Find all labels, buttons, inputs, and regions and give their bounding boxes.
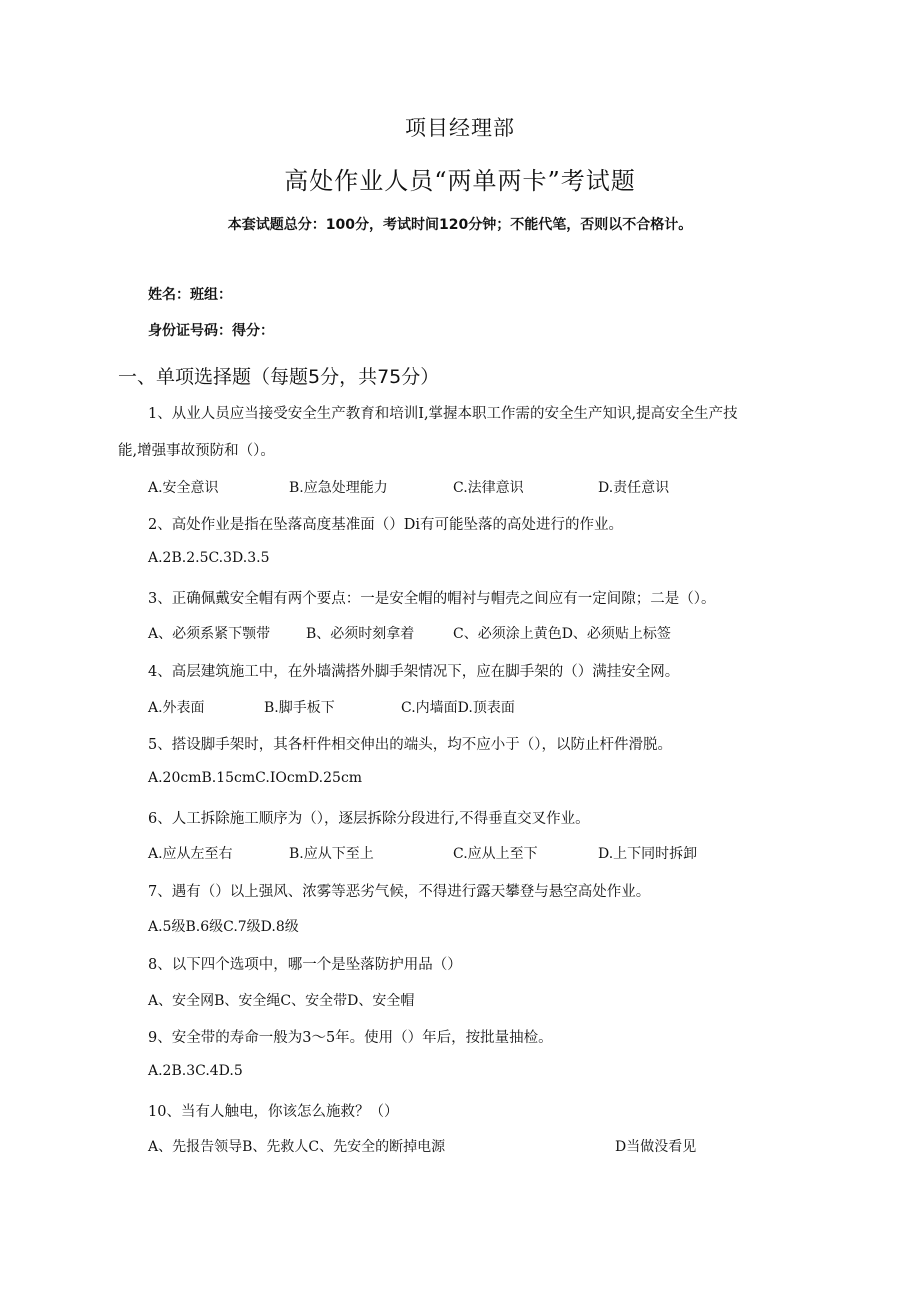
org-title: 项目经理部 bbox=[405, 116, 515, 140]
question-9-stem: 9、安全带的寿命一般为3～5年。使用（）年后，按批量抽检。 bbox=[148, 1030, 553, 1046]
question-6-stem: 6、人工拆除施工顺序为（），逐层拆除分段进行,不得垂直交叉作业。 bbox=[148, 811, 590, 827]
question-6-option-a: A.应从左至右 bbox=[148, 846, 233, 862]
question-1-option-a: A.安全意识 bbox=[148, 480, 219, 496]
question-5-options: A.20cmB.15cmC.IOcmD.25cm bbox=[148, 770, 363, 786]
question-3-stem: 3、正确佩戴安全帽有两个要点：一是安全帽的帽衬与帽壳之间应有一定间隙；二是（）。 bbox=[148, 591, 716, 607]
question-5-stem: 5、搭设脚手架时，其各杆件相交伸出的端头，均不应小于（），以防止杆件滑脱。 bbox=[148, 737, 672, 753]
question-1-stem: 1、从业人员应当接受安全生产教育和培训I,掌握本职工作需的安全生产知识,提高安全生产技 bbox=[148, 406, 738, 422]
question-4-option-b: B.脚手板下 bbox=[264, 700, 335, 716]
question-2-options: A.2B.2.5C.3D.3.5 bbox=[148, 550, 270, 566]
question-4-option-a: A.外表面 bbox=[148, 700, 205, 716]
question-1-option-d: D.责任意识 bbox=[598, 480, 670, 496]
question-3-option-a: A、必须系紧下颚带 bbox=[148, 626, 271, 642]
question-10-option-abc: A、先报告领导B、先救人C、先安全的断掉电源 bbox=[148, 1139, 446, 1155]
exam-instructions: 本套试题总分：100分，考试时间120分钟；不能代笔，否则以不合格计。 bbox=[227, 217, 693, 233]
question-10-option-d: D当做没看见 bbox=[615, 1139, 697, 1155]
question-7-stem: 7、遇有（）以上强风、浓雾等恶劣气候，不得进行露天攀登与悬空高处作业。 bbox=[148, 884, 651, 900]
question-1-option-b: B.应急处理能力 bbox=[289, 480, 388, 496]
exam-title: 高处作业人员“两单两卡”考试题 bbox=[284, 167, 636, 195]
id-score-field: 身份证号码：得分： bbox=[148, 323, 274, 339]
name-team-field: 姓名：班组： bbox=[148, 287, 232, 303]
question-8-stem: 8、以下四个选项中，哪一个是坠落防护用品（） bbox=[148, 957, 462, 973]
question-4-option-cd: C.内墙面D.顶表面 bbox=[401, 700, 515, 716]
question-7-options: A.5级B.6级C.7级D.8级 bbox=[148, 919, 299, 935]
question-6-option-b: B.应从下至上 bbox=[289, 846, 374, 862]
section-heading: 一、单项选择题（每题5分，共75分） bbox=[118, 366, 440, 388]
question-1-option-c: C.法律意识 bbox=[453, 480, 524, 496]
question-6-option-d: D.上下同时拆卸 bbox=[598, 846, 698, 862]
question-10-stem: 10、当有人触电，你该怎么施救？（） bbox=[148, 1104, 399, 1120]
question-3-option-b: B、必须时刻拿着 bbox=[306, 626, 415, 642]
question-6-option-c: C.应从上至下 bbox=[453, 846, 538, 862]
question-2-stem: 2、高处作业是指在坠落高度基准面（）Di有可能坠落的高处进行的作业。 bbox=[148, 517, 623, 533]
question-3-option-cd: C、必须涂上黄色D、必须贴上标签 bbox=[453, 626, 671, 642]
question-1-stem-continued: 能,增强事故预防和（）。 bbox=[118, 443, 275, 459]
question-4-stem: 4、高层建筑施工中，在外墙满搭外脚手架情况下，应在脚手架的（）满挂安全网。 bbox=[148, 664, 680, 680]
question-9-options: A.2B.3C.4D.5 bbox=[148, 1063, 243, 1079]
question-8-options: A、安全网B、安全绳C、安全带D、安全帽 bbox=[148, 993, 415, 1009]
